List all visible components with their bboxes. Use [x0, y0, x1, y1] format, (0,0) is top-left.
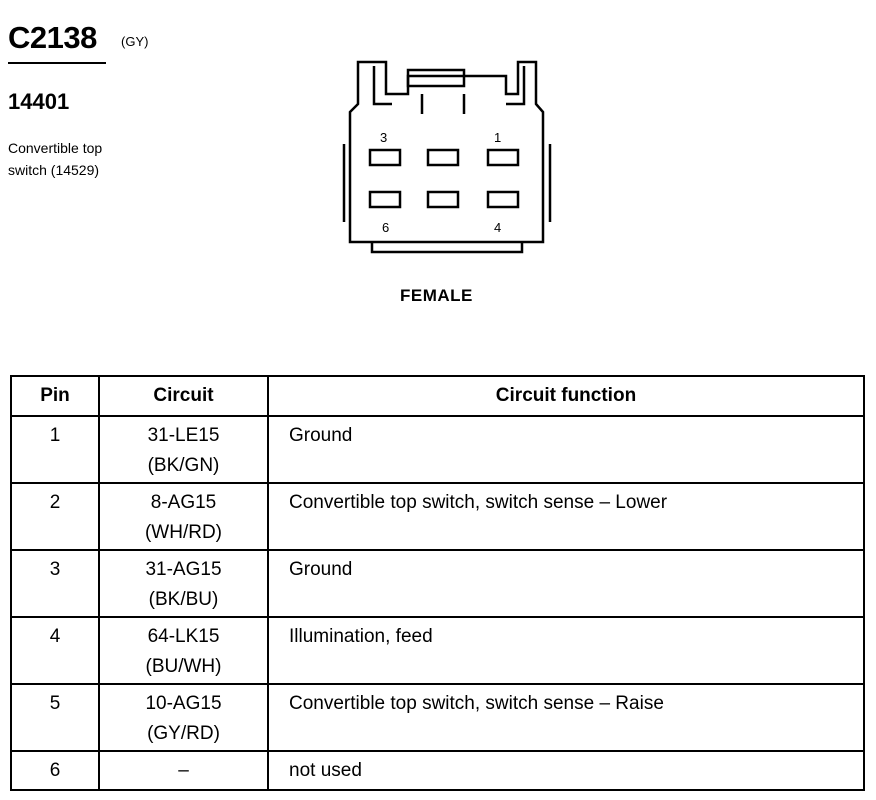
- function-cell: Illumination, feed: [268, 617, 864, 684]
- title-underline: [8, 62, 106, 64]
- pin-label-1: 1: [494, 130, 502, 145]
- pin-cell: 6: [11, 751, 99, 790]
- wire-color: (GY/RD): [147, 723, 220, 744]
- header-function: Circuit function: [268, 376, 864, 416]
- table-header-row: [11, 376, 864, 416]
- circuit-cell: [99, 684, 268, 751]
- pinout-table: [10, 375, 865, 791]
- header-circuit: Circuit: [99, 376, 268, 416]
- wire-color: (BK/GN): [147, 455, 220, 476]
- pin-label-3: 3: [380, 130, 388, 145]
- wire-color: (BU/WH): [145, 656, 222, 677]
- wire-color: (BK/BU): [148, 589, 219, 610]
- pin-cavity-1: [488, 150, 518, 165]
- part-number: 14401: [8, 89, 70, 114]
- circuit-code: 31-AG15: [145, 559, 222, 580]
- pin-cell: 2: [11, 483, 99, 550]
- description-line-1: Convertible top: [8, 140, 103, 156]
- circuit-cell: [99, 550, 268, 617]
- table-row: [11, 617, 864, 684]
- connector-color: (GY): [121, 34, 149, 49]
- header-pin: Pin: [11, 376, 99, 416]
- table-row: [11, 751, 864, 790]
- wire-color: (WH/RD): [144, 522, 223, 543]
- connector-face-diagram: [336, 54, 556, 264]
- circuit-cell: [99, 483, 268, 550]
- pin-cavity-2: [428, 150, 458, 165]
- circuit-code: 64-LK15: [147, 626, 220, 647]
- pin-cell: 3: [11, 550, 99, 617]
- pin-cell: 5: [11, 684, 99, 751]
- function-cell: Convertible top switch, switch sense – Lower: [268, 483, 864, 550]
- gender-label: FEMALE: [400, 286, 473, 305]
- pin-cell: 1: [11, 416, 99, 483]
- circuit-cell: [99, 416, 268, 483]
- function-cell: Ground: [268, 550, 864, 617]
- table-row: [11, 684, 864, 751]
- circuit-code: –: [178, 760, 189, 781]
- description-line-2: switch (14529): [8, 162, 100, 178]
- pin-cavity-4: [488, 192, 518, 207]
- circuit-code: 8-AG15: [150, 492, 217, 513]
- table-row: [11, 416, 864, 483]
- table-row: [11, 550, 864, 617]
- pin-cavity-3: [370, 150, 400, 165]
- pin-label-4: 4: [494, 220, 502, 235]
- pin-cell: 4: [11, 617, 99, 684]
- table-row: [11, 483, 864, 550]
- component-description: [8, 137, 148, 181]
- pin-label-6: 6: [382, 220, 390, 235]
- latch-tab: [408, 70, 464, 86]
- circuit-code: 31-LE15: [147, 425, 220, 446]
- function-cell: not used: [268, 751, 864, 790]
- circuit-cell: [99, 617, 268, 684]
- circuit-code: 10-AG15: [145, 693, 222, 714]
- connector-id-title: C2138: [8, 20, 97, 55]
- function-cell: Convertible top switch, switch sense – Raise: [268, 684, 864, 751]
- function-cell: Ground: [268, 416, 864, 483]
- pin-cavity-6: [370, 192, 400, 207]
- circuit-cell: [99, 751, 268, 790]
- pin-cavity-5: [428, 192, 458, 207]
